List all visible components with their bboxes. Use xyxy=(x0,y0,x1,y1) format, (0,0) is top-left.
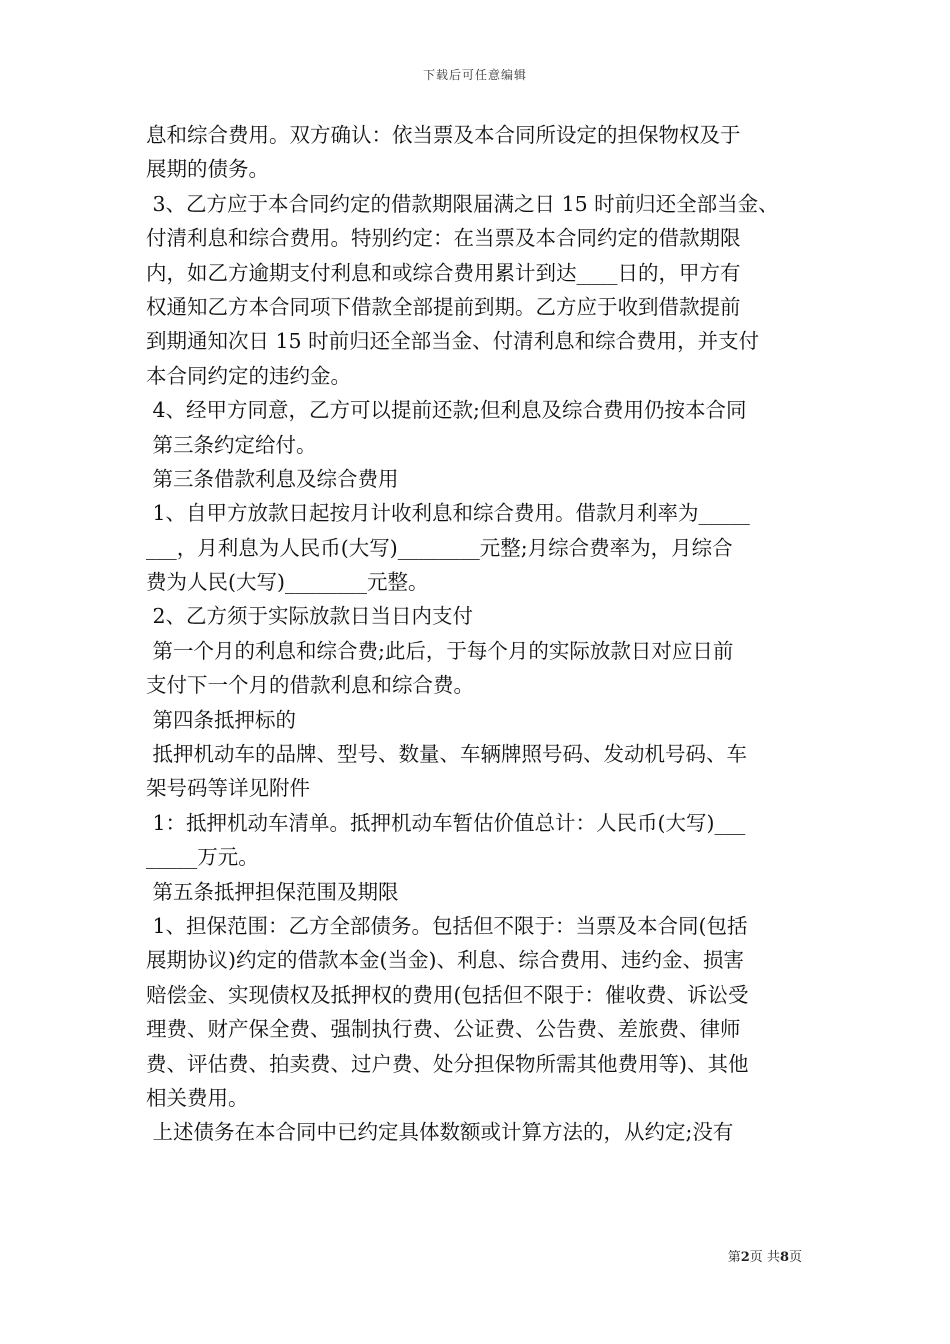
section-heading: 第三条借款利息及综合费用 xyxy=(146,466,399,491)
current-page-number: 2 xyxy=(740,1250,750,1265)
text-line: 第一个月的利息和综合费;此后，于每个月的实际放款日对应日前 xyxy=(146,638,734,663)
text-line: 理费、财产保全费、强制执行费、公证费、公告费、差旅费、律师 xyxy=(146,1017,741,1042)
text-line: 付清利息和综合费用。特别约定：在当票及本合同约定的借款期限 xyxy=(146,226,741,251)
text-line: 到期通知次日 15 时前归还全部当金、付清利息和综合费用，并支付 xyxy=(146,329,760,354)
text-line: 权通知乙方本合同项下借款全部提前到期。乙方应于收到借款提前 xyxy=(146,294,741,319)
text-line: ___，月利息为人民币(大写)________元整;月综合费率为，月综合 xyxy=(146,535,733,560)
document-body xyxy=(146,118,816,1150)
page-number-footer xyxy=(728,1246,802,1265)
text-line: 息和综合费用。双方确认：依当票及本合同所设定的担保物权及于 xyxy=(146,123,741,147)
text-line: 上述债务在本合同中已约定具体数额或计算方法的，从约定;没有 xyxy=(146,1120,734,1145)
page-header: 下载后可任意编辑 xyxy=(422,68,527,82)
text-line: 相关费用。 xyxy=(146,1085,249,1110)
text-line: 赔偿金、实现债权及抵押权的费用(包括但不限于：催收费、诉讼受 xyxy=(146,982,749,1007)
text-line: 抵押机动车的品牌、型号、数量、车辆牌照号码、发动机号码、车 xyxy=(146,742,748,767)
text-line: 第三条约定给付。 xyxy=(146,432,317,457)
text-line: 内，如乙方逾期支付利息和或综合费用累计到达____日的，甲方有 xyxy=(146,260,741,285)
footer-suffix: 页 xyxy=(788,1250,802,1265)
text-line: 4、经甲方同意，乙方可以提前还款;但利息及综合费用仍按本合同 xyxy=(146,398,747,423)
text-line: _____万元。 xyxy=(146,845,259,870)
text-line: 架号码等详见附件 xyxy=(146,776,310,801)
text-line: 1、自甲方放款日起按月计收利息和综合费用。借款月利率为_____ xyxy=(146,501,750,526)
text-line: 1、担保范围：乙方全部债务。包括但不限于：当票及本合同(包括 xyxy=(146,913,748,938)
footer-middle: 页 共 xyxy=(749,1250,780,1265)
text-line: 本合同约定的违约金。 xyxy=(146,363,351,388)
text-line: 1：抵押机动车清单。抵押机动车暂估价值总计：人民币(大写)___ xyxy=(146,810,746,835)
total-page-count: 8 xyxy=(779,1250,789,1265)
text-line: 2、乙方须于实际放款日当日内支付 xyxy=(146,604,474,629)
section-heading: 第五条抵押担保范围及期限 xyxy=(146,879,399,904)
text-line: 支付下一个月的借款利息和综合费。 xyxy=(146,673,474,698)
text-line: 费、评估费、拍卖费、过户费、处分担保物所需其他费用等)、其他 xyxy=(146,1051,749,1076)
text-line: 展期的债务。 xyxy=(146,157,269,182)
section-heading: 第四条抵押标的 xyxy=(146,707,297,732)
text-line: 3、乙方应于本合同约定的借款期限届满之日 15 时前归还全部当金、 xyxy=(146,191,779,216)
footer-prefix: 第 xyxy=(727,1250,741,1265)
text-line: 费为人民(大写)________元整。 xyxy=(146,570,429,595)
text-line: 展期协议)约定的借款本金(当金)、利息、综合费用、违约金、损害 xyxy=(146,948,744,973)
